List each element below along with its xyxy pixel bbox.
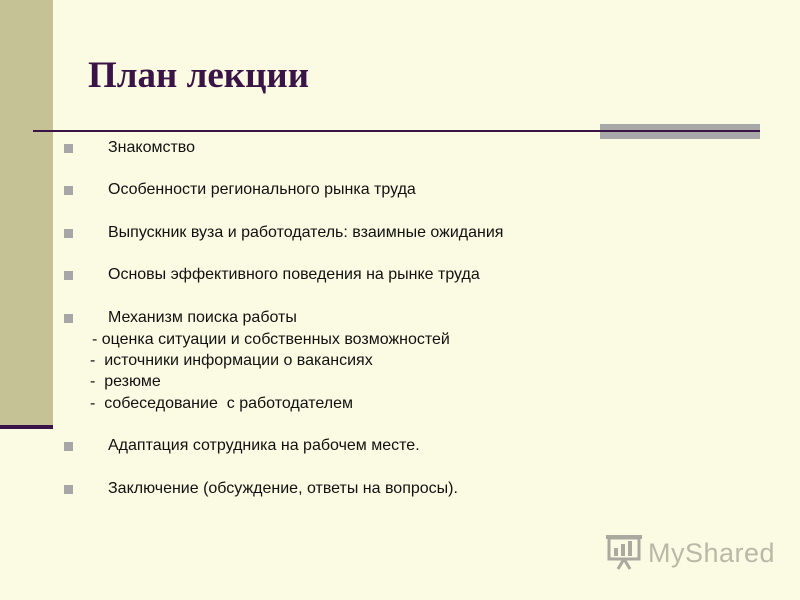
bullet-item <box>0 265 780 287</box>
bullet-text: Знакомство <box>108 139 196 156</box>
bullet-item <box>0 138 780 160</box>
myshared-watermark <box>606 535 776 575</box>
bullet-text: Выпускник вуза и работодатель: взаимные ожидания <box>108 224 504 241</box>
bullet-square-icon <box>64 314 73 323</box>
bullet-text: Особенности регионального рынка труда <box>108 181 416 198</box>
bullet-square-icon <box>64 186 73 195</box>
bullet-square-icon <box>64 271 73 280</box>
bullet-item <box>0 308 780 330</box>
sub-item: - оценка ситуации и собственных возможностей <box>92 331 450 348</box>
bullet-text: Основы эффективного поведения на рынке труда <box>108 266 480 283</box>
watermark-text: MyShared <box>648 538 776 568</box>
bullet-item <box>0 436 780 458</box>
bullet-square-icon <box>64 442 73 451</box>
bullet-text: Заключение (обсуждение, ответы на вопросы). <box>108 480 458 497</box>
sub-item: - источники информации о вакансиях <box>90 352 373 369</box>
bullet-square-icon <box>64 485 73 494</box>
bullet-square-icon <box>64 144 73 153</box>
bullet-item <box>0 223 780 245</box>
slide-title: План лекции <box>88 55 310 96</box>
presentation-board-icon <box>606 535 644 571</box>
bullet-square-icon <box>64 229 73 238</box>
sub-item: - резюме <box>90 373 161 390</box>
bullet-item <box>0 479 780 501</box>
bullet-text: Адаптация сотрудника на рабочем месте. <box>108 437 420 454</box>
sub-item: - собеседование с работодателем <box>90 395 354 412</box>
bullet-item <box>0 180 780 202</box>
bullet-text: Механизм поиска работы <box>108 309 297 326</box>
